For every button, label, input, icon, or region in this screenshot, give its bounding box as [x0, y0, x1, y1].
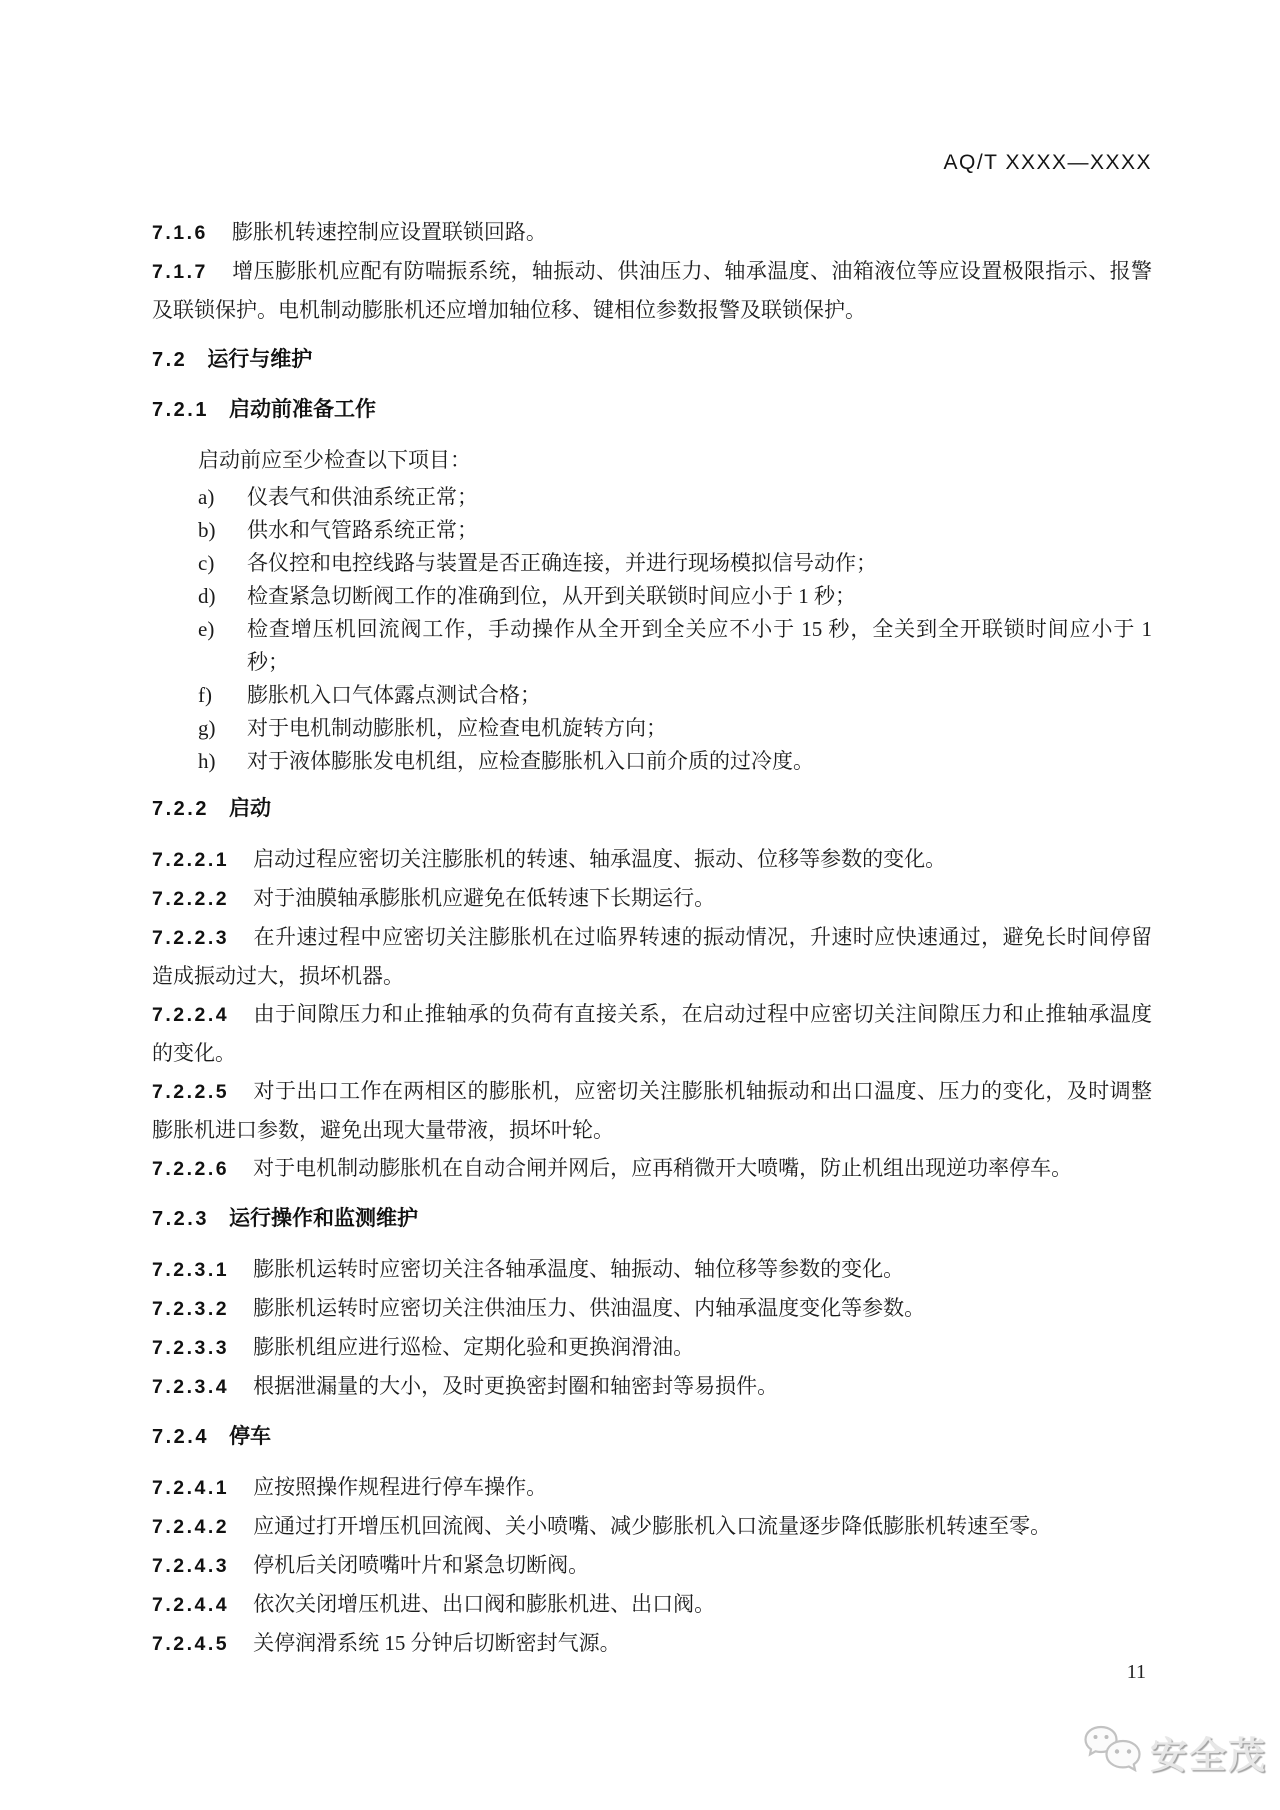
section-heading [152, 790, 1152, 828]
list-item [152, 613, 1152, 679]
clause-text: 增压膨胀机应配有防喘振系统，轴振动、供油压力、轴承温度、油箱液位等应设置极限指示、报警及联锁保护。电机制动膨胀机还应增加轴位移、键相位参数报警及联锁保护。 [152, 259, 1152, 322]
clause-text: 在升速过程中应密切关注膨胀机在过临界转速的振动情况，升速时应快速通过，避免长时间停留造成振动过大，损坏机器。 [152, 925, 1152, 988]
clause-paragraph [152, 840, 1152, 879]
clause-paragraph [152, 213, 1152, 252]
clause-paragraph [152, 918, 1152, 995]
clause-number: 7.2.4.1 [152, 1477, 230, 1499]
list-item-text: 对于液体膨胀发电机组，应检查膨胀机入口前介质的过冷度。 [247, 749, 814, 773]
clause-text: 对于油膜轴承膨胀机应避免在低转速下长期运行。 [253, 886, 716, 910]
list-item-letter: d) [198, 584, 216, 608]
section-heading [152, 1418, 1152, 1456]
clause-paragraph [152, 1546, 1152, 1585]
clause-text: 停机后关闭喷嘴叶片和紧急切断阀。 [253, 1553, 590, 1577]
clause-number: 7.2.1 [152, 399, 209, 421]
heading-text: 停车 [228, 1425, 271, 1448]
list-item-text: 对于电机制动膨胀机，应检查电机旋转方向； [247, 716, 667, 740]
wechat-icon [1082, 1724, 1144, 1780]
list-item-letter: e) [198, 617, 215, 641]
clause-number: 7.2.4.4 [152, 1594, 230, 1616]
clause-text: 由于间隙压力和止推轴承的负荷有直接关系，在启动过程中应密切关注间隙压力和止推轴承温度的变化。 [152, 1002, 1152, 1065]
clause-text: 启动过程应密切关注膨胀机的转速、轴承温度、振动、位移等参数的变化。 [253, 847, 947, 871]
clause-number: 7.2.2.2 [152, 888, 230, 910]
clause-text: 膨胀机组应进行巡检、定期化验和更换润滑油。 [253, 1335, 695, 1359]
clause-number: 7.1.6 [152, 222, 208, 244]
document-body [152, 213, 1152, 1663]
clause-paragraph [152, 1585, 1152, 1624]
section-heading [152, 391, 1152, 429]
clause-paragraph [152, 1250, 1152, 1289]
document-code-header: AQ/T XXXX—XXXX [943, 151, 1152, 174]
clause-text: 根据泄漏量的大小，及时更换密封圈和轴密封等易损件。 [253, 1374, 779, 1398]
check-list [152, 481, 1152, 778]
list-item [152, 712, 1152, 745]
clause-number: 7.2.3.3 [152, 1337, 230, 1359]
clause-text: 应通过打开增压机回流阀、关小喷嘴、减少膨胀机入口流量逐步降低膨胀机转速至零。 [253, 1514, 1052, 1538]
list-item-letter: c) [198, 551, 215, 575]
page-number: 11 [1126, 1661, 1146, 1683]
list-item-text: 仪表气和供油系统正常； [247, 485, 478, 509]
clause-number: 7.2.4.5 [152, 1633, 230, 1655]
list-item-text: 供水和气管路系统正常； [247, 518, 478, 542]
heading-text: 启动 [228, 797, 271, 820]
document-content [152, 150, 1152, 1663]
clause-number: 7.1.7 [152, 261, 208, 283]
list-item [152, 679, 1152, 712]
list-item-letter: a) [198, 485, 215, 509]
list-item-letter: f) [198, 683, 212, 707]
clause-paragraph [152, 1072, 1152, 1149]
clause-number: 7.2.2.1 [152, 849, 230, 871]
clause-text: 对于电机制动膨胀机在自动合闸并网后，应再稍微开大喷嘴，防止机组出现逆功率停车。 [253, 1156, 1073, 1180]
clause-number: 7.2.2 [152, 798, 209, 820]
clause-paragraph [152, 1624, 1152, 1663]
clause-number: 7.2.3.4 [152, 1376, 230, 1398]
clause-paragraph [152, 1289, 1152, 1328]
clause-number: 7.2.2.4 [152, 1004, 230, 1026]
watermark [1082, 1724, 1267, 1780]
list-item-text: 膨胀机入口气体露点测试合格； [247, 683, 541, 707]
section-heading [152, 341, 1152, 379]
clause-paragraph [152, 1328, 1152, 1367]
list-item-letter: g) [198, 716, 216, 740]
clause-number: 7.2.3 [152, 1208, 209, 1230]
clause-text: 应按照操作规程进行停车操作。 [253, 1475, 548, 1499]
clause-number: 7.2 [152, 349, 188, 371]
list-item-letter: b) [198, 518, 216, 542]
heading-text: 启动前准备工作 [228, 398, 376, 421]
list-item [152, 745, 1152, 778]
clause-number: 7.2.3.2 [152, 1298, 230, 1320]
list-item [152, 514, 1152, 547]
clause-paragraph [152, 879, 1152, 918]
clause-paragraph [152, 1468, 1152, 1507]
heading-text: 运行操作和监测维护 [228, 1207, 418, 1230]
list-intro: 启动前应至少检查以下项目： [198, 448, 471, 472]
list-item-letter: h) [198, 749, 216, 773]
list-item-text: 各仪控和电控线路与装置是否正确连接，并进行现场模拟信号动作； [247, 551, 877, 575]
list-item-text: 检查紧急切断阀工作的准确到位，从开到关联锁时间应小于 1 秒； [247, 584, 856, 608]
heading-text: 运行与维护 [207, 348, 313, 371]
list-item-text: 检查增压机回流阀工作，手动操作从全开到全关应不小于 15 秒，全关到全开联锁时间应小于 1 秒； [247, 617, 1152, 674]
clause-text: 对于出口工作在两相区的膨胀机，应密切关注膨胀机轴振动和出口温度、压力的变化，及时调整膨胀机进口参数，避免出现大量带液，损坏叶轮。 [152, 1079, 1152, 1142]
clause-paragraph [152, 1507, 1152, 1546]
list-item [152, 481, 1152, 514]
list-item [152, 547, 1152, 580]
clause-number: 7.2.2.3 [152, 927, 230, 949]
clause-text: 膨胀机转速控制应设置联锁回路。 [231, 220, 547, 244]
clause-number: 7.2.2.6 [152, 1158, 230, 1180]
clause-number: 7.2.4.3 [152, 1555, 230, 1577]
clause-paragraph [152, 1367, 1152, 1406]
clause-text: 膨胀机运转时应密切关注供油压力、供油温度、内轴承温度变化等参数。 [253, 1296, 926, 1320]
list-item [152, 580, 1152, 613]
watermark-text: 安全茂 [1150, 1735, 1267, 1776]
clause-text: 关停润滑系统 15 分钟后切断密封气源。 [253, 1631, 621, 1655]
clause-number: 7.2.2.5 [152, 1081, 230, 1103]
clause-number: 7.2.4.2 [152, 1516, 230, 1538]
clause-paragraph [152, 1149, 1152, 1188]
clause-paragraph [152, 252, 1152, 329]
clause-number: 7.2.3.1 [152, 1259, 230, 1281]
clause-number: 7.2.4 [152, 1426, 209, 1448]
section-heading [152, 1200, 1152, 1238]
clause-paragraph [152, 995, 1152, 1072]
clause-text: 依次关闭增压机进、出口阀和膨胀机进、出口阀。 [253, 1592, 716, 1616]
clause-text: 膨胀机运转时应密切关注各轴承温度、轴振动、轴位移等参数的变化。 [253, 1257, 905, 1281]
